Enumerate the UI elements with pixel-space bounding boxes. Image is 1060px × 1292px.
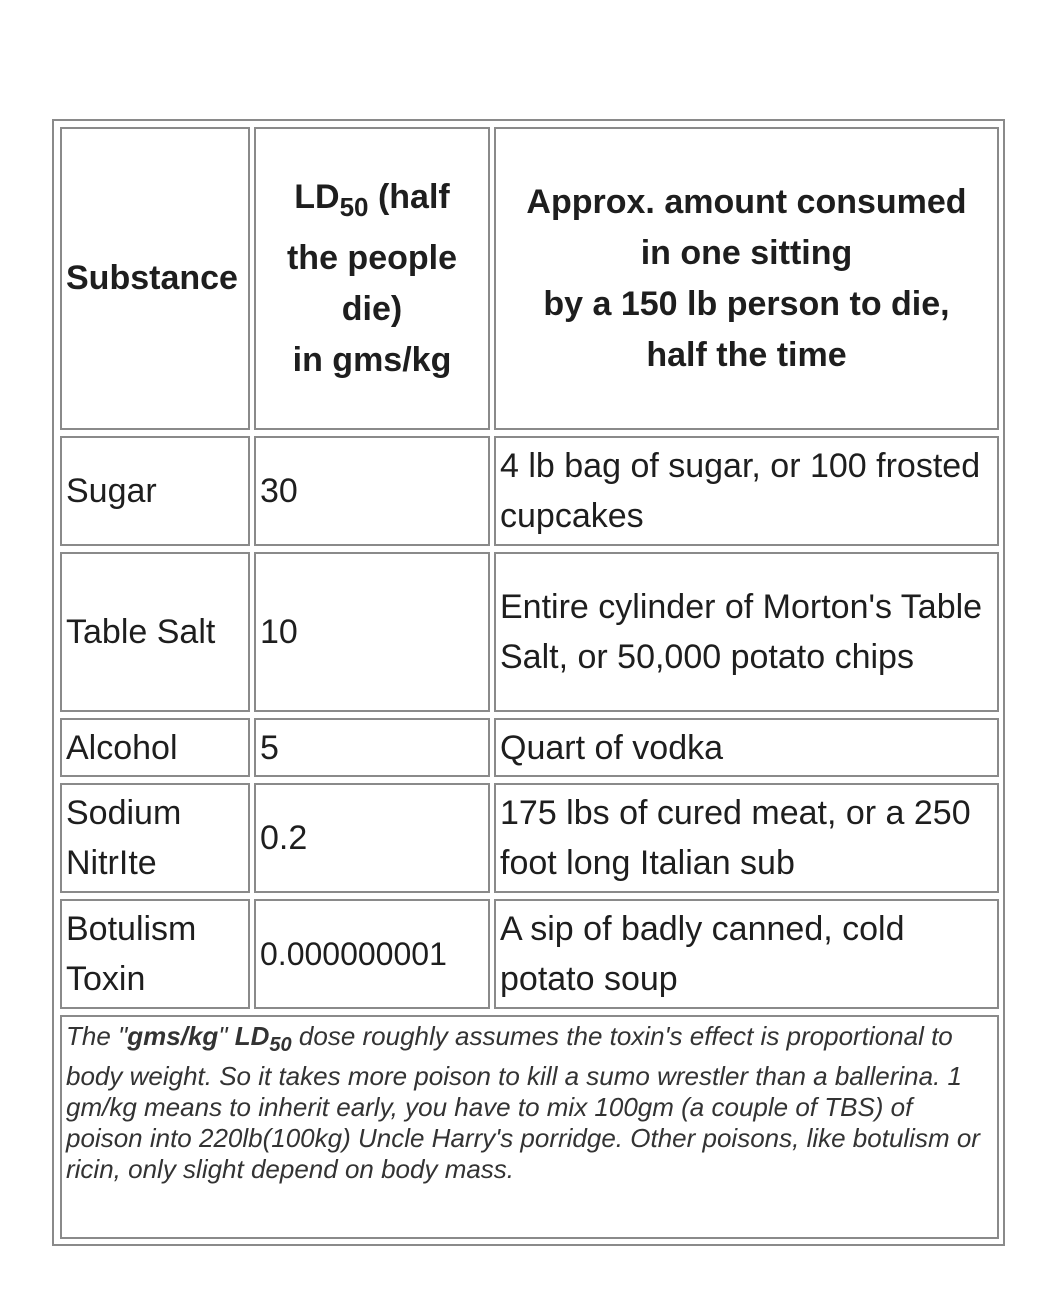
table-row-substance: Botulism Toxin	[60, 899, 250, 1009]
ld50-table	[52, 119, 1005, 1246]
table-row-substance: Sugar	[60, 436, 250, 546]
header-substance	[60, 127, 250, 430]
table-row-substance: Sodium NitrIte	[60, 783, 250, 893]
table-row-ld50: 0.000000001	[254, 899, 490, 1009]
header-substance-label: Substance	[66, 259, 238, 297]
table-row-substance: Alcohol	[60, 718, 250, 777]
footnote-text: The "gms/kg" $LD_{50}$ dose roughly assumes the toxin's effect is proportional to body weight. So it takes more poison to kill a sumo wrestler than a ballerina. 1 gm/kg means to inherit early, you have to mix 100gm (a couple of TBS) of poison into 220lb(100kg) Uncle Harry's porridge. Other poisons, like botulism or ricin, only slight depend on body mass.	[66, 1021, 980, 1184]
table-row-ld50: 5	[254, 718, 490, 777]
table-row-ld50: 0.2	[254, 783, 490, 893]
header-ld50	[254, 127, 490, 430]
header-ld50-text: $LD_{50}$ (half the people die) in gms/kg	[286, 177, 458, 379]
header-amount-text: Approx. amount consumed in one sitting by a 150 lb person to die, half the time	[526, 182, 967, 374]
table-row-amount: Entire cylinder of Morton's Table Salt, or 50,000 potato chips	[494, 552, 999, 712]
table-row-ld50: 30	[254, 436, 490, 546]
table-row-amount: 175 lbs of cured meat, or a 250 foot long Italian sub	[494, 783, 999, 893]
table-row-amount: A sip of badly canned, cold potato soup	[494, 899, 999, 1009]
table-row-ld50: 10	[254, 552, 490, 712]
table-row-amount: 4 lb bag of sugar, or 100 frosted cupcakes	[494, 436, 999, 546]
table-row-amount: Quart of vodka	[494, 718, 999, 777]
footnote-cell	[60, 1015, 999, 1239]
header-amount	[494, 127, 999, 430]
table-row-substance: Table Salt	[60, 552, 250, 712]
